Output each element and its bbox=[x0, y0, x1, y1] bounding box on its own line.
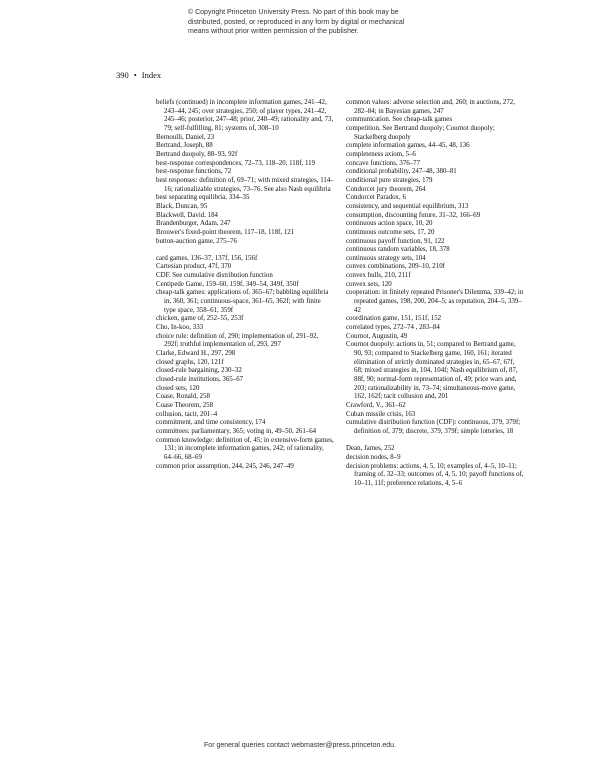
letter-group-gap bbox=[156, 246, 334, 255]
index-entry: Bertrand duopoly, 88–93, 92f bbox=[156, 150, 238, 158]
index-entry: continuous payoff function, 91, 122 bbox=[346, 237, 445, 245]
index-entry: collusion, tacit, 201–4 bbox=[156, 410, 218, 418]
index-entry: Centipede Game, 159–60, 159f, 349–54, 349f, 350f bbox=[156, 280, 299, 288]
index-entry: best responses: definition of, 69–71; with mixed strategies, 114–16; rationalizable strategies, 73–76. See also Nash equilibria bbox=[156, 176, 334, 193]
index-column-right bbox=[346, 99, 524, 489]
index-entry: Coase, Ronald, 258 bbox=[156, 393, 210, 401]
section-title: Index bbox=[141, 70, 162, 80]
index-entry: coordination game, 151, 151f, 152 bbox=[346, 315, 442, 323]
index-entry: best-response correspondences, 72–73, 118–20, 118f, 119 bbox=[156, 159, 316, 167]
index-entry: consistency, and sequential equilibrium, 313 bbox=[346, 202, 469, 210]
index-entry: Blackwell, David, 184 bbox=[156, 211, 219, 219]
copyright-notice bbox=[188, 8, 428, 37]
index-entry: common prior assumption, 244, 245, 246, 247–49 bbox=[156, 462, 294, 470]
index-entry: continuous action space, 10, 20 bbox=[346, 220, 433, 228]
index-entry: correlated types, 272–74 , 283–84 bbox=[346, 324, 440, 332]
index-entry: common knowledge: definition of, 45; in extensive-form games, 131; in incomplete information games, 242; of rationality, 64–66, 68–69 bbox=[156, 436, 334, 461]
index-entry: cumulative distribution function (CDF): continuous, 379, 379f; definition of, 379; discrete, 379, 379f; simple lotteries, 18 bbox=[346, 419, 521, 435]
index-entry: cooperation: in finitely repeated Prisoner's Dilemma, 339–42; in repeated games, 198, 200, 204–5; as reputation, 204–5, 339–42 bbox=[346, 289, 524, 314]
index-entry: Coase Theorem, 258 bbox=[156, 401, 214, 409]
index-entry: decision problems: actions, 4, 5, 10; examples of, 4–5, 10–11; framing of, 32–33; outcomes of, 4, 5, 10; payoff functions of, 10–11, 11f; preference relations, 4, 5–6 bbox=[346, 462, 524, 487]
index-entry: Condorcet Paradox, 6 bbox=[346, 194, 406, 202]
index-entry: Cournot, Augustin, 49 bbox=[346, 332, 408, 340]
copyright-line: distributed, posted, or reproduced in any form by digital or mechanical bbox=[188, 18, 405, 26]
index-entry: conditional pure strategies, 179 bbox=[346, 176, 433, 184]
index-entry: closed-rule bargaining, 230–32 bbox=[156, 367, 242, 375]
index-entry: Condorcet jury theorem, 264 bbox=[346, 185, 426, 193]
index-column-left bbox=[156, 99, 334, 471]
running-head bbox=[116, 70, 161, 80]
index-entry: Cartesian product, 47f, 370 bbox=[156, 263, 232, 271]
index-entry: closed-rule institutions, 365–67 bbox=[156, 375, 244, 383]
index-entry: Brandenburger, Adam, 247 bbox=[156, 220, 231, 228]
index-entry: continuous random variables, 18, 378 bbox=[346, 246, 450, 254]
index-entry: continuous outcome sets, 17, 20 bbox=[346, 228, 435, 236]
index-entry: Cournot duopoly: actions in, 51; compared to Bertrand game, 90, 93; compared to Stackelberg game, 160, 161; iterated elimination of strictly dominated strategies in, 65–67, 67f, 68; mixed strategies in, 104, 104f; Nash equilibrium of, 87, 88f, 90; normal-form representation of, 49; price wars and, 203; rationalizability in, 73–74; simultaneous-move game, 162, 162f; tacit collusion and, 201 bbox=[346, 341, 518, 401]
index-entry: choice rule: definition of, 290; implementation of, 291–92, 292f; truthful implementation of, 293, 297 bbox=[156, 332, 319, 349]
index-entry: Dean, James, 252 bbox=[346, 445, 395, 453]
index-entry: Cho, In-koo, 333 bbox=[156, 324, 204, 332]
index-entry: convex sets, 120 bbox=[346, 280, 392, 288]
index-entry: Cuban missile crisis, 163 bbox=[346, 410, 416, 418]
index-entry: commitment, and time consistency, 174 bbox=[156, 419, 266, 427]
index-entry: CDF. See cumulative distribution function bbox=[156, 272, 273, 280]
index-entry: Brouwer's fixed-point theorem, 117–18, 118f, 121 bbox=[156, 228, 295, 236]
index-entry: cheap-talk games: applications of, 365–67; babbling equilibria in, 360, 361; continuous-space, 361–65, 362f; with finite type space, 358–61, 359f bbox=[156, 289, 329, 314]
footer-contact: For general queries contact webmaster@press.princeton.edu. bbox=[204, 742, 396, 749]
index-entry: competition. See Bertrand duopoly; Cournot duopoly; Stackelberg duopoly bbox=[346, 124, 495, 141]
index-entry: Crawford, V., 361–62 bbox=[346, 401, 406, 409]
copyright-line: means without prior written permission of the publisher. bbox=[188, 28, 359, 35]
index-entry: best separating equilibria, 334–35 bbox=[156, 194, 250, 202]
index-entry: Bernoulli, Daniel, 23 bbox=[156, 133, 215, 141]
index-entry: Clarke, Edward H., 297, 298 bbox=[156, 350, 236, 358]
index-entry: chicken, game of, 252–55, 253f bbox=[156, 315, 244, 323]
index-entry: convex hulls, 210, 211f bbox=[346, 272, 411, 280]
index-entry: best-response functions, 72 bbox=[156, 168, 232, 176]
index-entry: continuous strategy sets, 104 bbox=[346, 254, 426, 262]
index-entry: concave functions, 376–77 bbox=[346, 159, 421, 167]
index-entry: committees: parliamentary, 365; voting in, 49–50, 261–64 bbox=[156, 427, 317, 435]
index-entry: decision nodes, 8–9 bbox=[346, 453, 401, 461]
index-entry: closed sets, 120 bbox=[156, 384, 200, 392]
index-entry: card games, 136–37, 137f, 156, 156f bbox=[156, 254, 258, 262]
page-number: 390 bbox=[116, 70, 129, 80]
letter-group-gap bbox=[346, 437, 524, 446]
index-entry: button-auction game, 275–76 bbox=[156, 237, 237, 245]
index-entry: complete information games, 44–45, 48, 136 bbox=[346, 142, 470, 150]
index-entry: Bertrand, Joseph, 88 bbox=[156, 142, 213, 150]
index-entry: convex combinations, 209–10, 210f bbox=[346, 263, 445, 271]
index-entry: common values: adverse selection and, 260; in auctions, 272, 282–84; in Bayesian games, 247 bbox=[346, 99, 515, 115]
index-entry: conditional probability, 247–48, 380–81 bbox=[346, 168, 457, 176]
copyright-line: © Copyright Princeton University Press. No part of this book may be bbox=[188, 9, 399, 16]
bullet-separator: • bbox=[133, 70, 137, 80]
index-entry: consumption, discounting future, 31–32, 166–69 bbox=[346, 211, 481, 219]
index-entry: communication. See cheap-talk games bbox=[346, 116, 453, 124]
index-entry: closed graphs, 120, 121f bbox=[156, 358, 224, 366]
index-entry: completeness axiom, 5–6 bbox=[346, 150, 416, 158]
index-entry: Black, Duncan, 95 bbox=[156, 202, 208, 210]
index-entry: beliefs (continued) in incomplete information games, 241–42, 243–44, 245; over strategies, 250; of player types, 241–42, 245–46; posterior, 247–48; prior, 248–49; rationality and, 73, 79; self-fulfilling, 81; systems of, 308–10 bbox=[156, 99, 334, 132]
